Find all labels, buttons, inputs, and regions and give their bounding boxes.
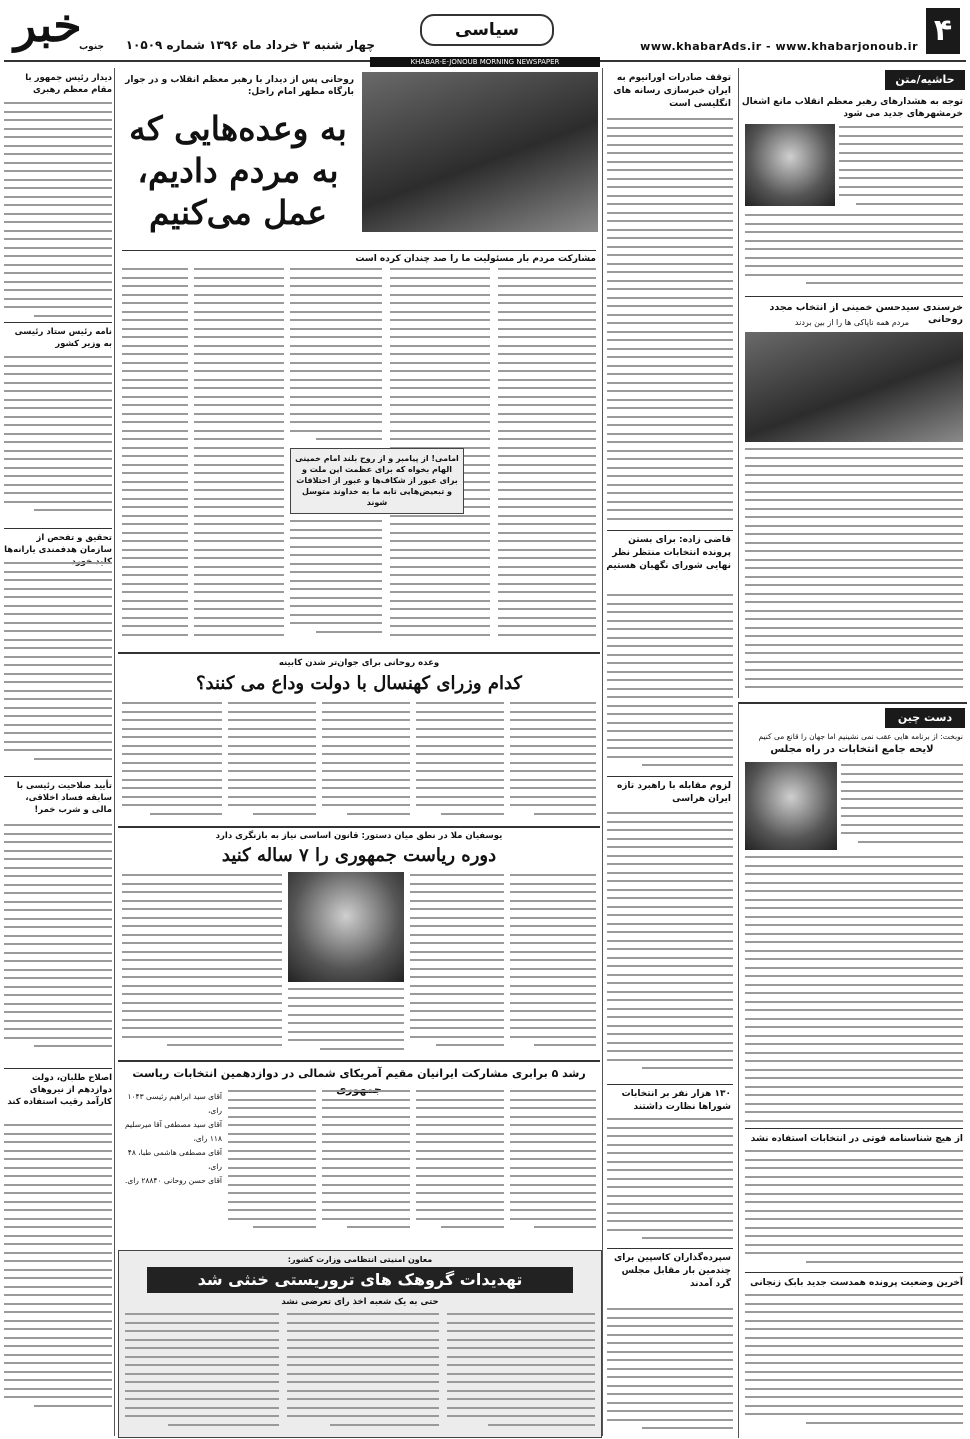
boston-headline: قاضی زاده: برای بستن پرونده انتخابات منتظر نظر نهایی شورای نگهبان هستیم: [606, 535, 731, 571]
news-column-2: [602, 68, 735, 1436]
threats-kicker: معاون امنیتی انتظامی وزارت کشور:: [287, 1255, 433, 1264]
boston-body: [607, 594, 733, 772]
tagline-bar: [370, 57, 600, 67]
main-story: [118, 68, 600, 648]
left-headline-4: تأیید صلاحیت رئیسی با سابقه فساد اخلاقی، مالی و شرب خمر!: [16, 781, 112, 815]
vote-count-headline: ۱۳۰ هزار نفر بر انتخابات شوراها نظارت داشتند: [621, 1089, 731, 1112]
dastchin-body-2: [745, 1150, 963, 1268]
dastchin-section: [738, 702, 967, 1438]
term-headline: دوره ریاست جمهوری را ۷ ساله کنید: [221, 845, 497, 866]
logo-text: خبر: [14, 0, 82, 52]
caspian-headline: سپرده‌گذاران کاسپین برای چندمین بار مقابل مجلس گرد آمدند: [613, 1253, 731, 1289]
threats-headline-bar: [147, 1267, 573, 1293]
threats-body-1: [447, 1313, 595, 1431]
cabinet-body-4: [228, 702, 316, 818]
website-url: www.khabarAds.ir - www.khabarjonoub.ir: [640, 40, 918, 53]
left-headline-3: تحقیق و تفحص از سازمان هدفمندی یارانه‌ها: [4, 533, 112, 555]
cabinet-body-1: [510, 702, 596, 818]
commander-photo: [745, 124, 835, 206]
main-body-col-1: [498, 268, 596, 638]
threats-subhead: حتی به یک شعبه اخذ رای تعرضی نشد: [281, 1297, 439, 1307]
main-story-kicker: روحانی پس از دیدار با رهبر معظم انقلاب و در جوار بارگاه مطهر امام راحل:: [125, 75, 354, 97]
threats-story: [118, 1250, 602, 1438]
rouhani-khomeini-photo: [745, 332, 963, 442]
cabinet-headline: کدام وزرای کهنسال با دولت وداع می کنند؟: [195, 673, 522, 694]
iranians-usa-headline: رشد ۵ برابری مشارکت ایرانیان مقیم آمریکای شمالی در دوازدهمین انتخابات ریاست: [132, 1067, 586, 1080]
cabinet-story: [118, 652, 600, 824]
term-body-2: [410, 874, 504, 1052]
dastchin-body-1b: [745, 856, 963, 1126]
main-body-col-4: [194, 268, 284, 638]
iranians-body-3: [322, 1090, 410, 1240]
main-body-col-5: [122, 268, 188, 638]
main-story-subhead: مشارکت مردم بار مسئولیت ما را صد چندان کرده است: [355, 254, 596, 264]
section-title: سیاسی: [420, 14, 554, 46]
main-body-col-3b: [290, 520, 382, 638]
left-body-2: [4, 356, 112, 524]
hashieh-headline-1: توجه به هشدارهای رهبر معظم انقلاب مانع اشغال خرمشهرهای جدید می شود: [741, 97, 963, 119]
left-body-1: [4, 102, 112, 318]
iran-harasi-body: [607, 812, 733, 1082]
result-mirsalim: آقای سید مصطفی آقا میرسلیم ۱۱۸ رای،: [125, 1120, 222, 1143]
vote-count-body: [607, 1118, 733, 1244]
dastchin-headline: لایحه جامع انتخابات در راه مجلس: [770, 744, 934, 755]
left-body-5: [4, 1124, 112, 1430]
hashieh-headline-2: خرسندی سیدحسن خمینی از انتخاب مجدد روحانی: [769, 302, 963, 325]
left-body-3: [4, 562, 112, 772]
issue-date: چهار شنبه ۳ خرداد ماه ۱۳۹۶ شماره ۱۰۵۰۹: [125, 38, 375, 52]
term-story: [118, 826, 600, 1058]
threats-body-3: [125, 1313, 279, 1431]
cabinet-body-3: [322, 702, 410, 818]
left-body-4: [4, 824, 112, 1064]
main-pullquote: امامی! از پیامبر و از روح بلند امام خمینی الهام بخواه که برای عظمت این ملت و برای عبور از شکاف‌ها و عبور از اختلافات و تبعیض‌هایی تابه ما به خداوند متوسل شوند: [295, 454, 459, 507]
yousefian-photo: [288, 872, 404, 982]
main-story-headline: به وعده‌هایی که به مردم دادیم، عمل می‌کنیم: [129, 109, 347, 232]
hashieh-body-2: [745, 448, 963, 694]
nobakht-photo: [745, 762, 837, 850]
dastchin-headline-3: آخرین وضعیت پرونده همدست جدید بابک زنجانی: [750, 1278, 963, 1288]
logo-sub: جنوب: [79, 42, 104, 52]
cabinet-body-5: [122, 702, 222, 818]
left-headline-5: اصلاح طلبان، دولت دوازدهم از نیروهای کارآمد رقیب استفاده کند: [7, 1073, 112, 1107]
uranium-body: [607, 118, 733, 526]
iranians-body-1: [510, 1090, 596, 1240]
rouhani-mausoleum-photo: [362, 72, 598, 232]
hashieh-subhead-2: مردم همه ناپاکی ها را از بین بردند: [794, 318, 910, 327]
main-body-col-3: [290, 268, 382, 444]
hashieh-body-1b: [745, 214, 963, 294]
hashieh-badge: حاشیه/متن: [885, 70, 965, 90]
caspian-body: [607, 1308, 733, 1432]
cabinet-body-2: [416, 702, 504, 818]
newspaper-logo: [6, 0, 106, 60]
term-kicker: یوسفیان ملا در نطق میان دستور: قانون اساسی نیاز به بازنگری دارد: [215, 831, 503, 841]
iranians-body-2: [416, 1090, 504, 1240]
term-body-1: [510, 874, 596, 1052]
cabinet-kicker: وعده روحانی برای جوان‌تر شدن کابینه: [278, 658, 440, 668]
uranium-headline: توقف صادرات اورانیوم به ایران خبرسازی رسانه های انگلیسی است: [613, 73, 731, 109]
page-number: ۴: [926, 8, 960, 54]
iranians-usa-story: [118, 1060, 600, 1248]
election-results-list: [122, 1090, 222, 1240]
term-body-4: [122, 874, 282, 1052]
dastchin-headline-2: از هیچ شناسنامه فوتی در انتخابات استفاده نشد: [750, 1134, 963, 1144]
result-hashemitaba: آقای مصطفی هاشمی طبا، ۴۸ رای،: [127, 1148, 222, 1171]
left-column: [2, 68, 115, 1436]
left-headline-2: نامه رئیس ستاد رئیسی به وزیر کشور: [14, 327, 112, 349]
threats-headline: تهدیدات گروهک های تروریستی خنثی شد: [197, 1270, 523, 1289]
result-rouhani: آقای حسن روحانی ۲۸۸۴۰ رای.: [124, 1176, 222, 1185]
main-pullquote-box: [290, 448, 464, 514]
iranians-body-4: [228, 1090, 316, 1240]
threats-body-2: [287, 1313, 439, 1431]
dastchin-body-1: [841, 764, 963, 854]
iran-harasi-headline: لزوم مقابله با راهبرد تازه ایران هراسی: [616, 781, 731, 804]
dastchin-body-3: [745, 1294, 963, 1434]
hashieh-section: [738, 68, 967, 698]
tagline: KHABAR-E-JONOUB MORNING NEWSPAPER: [410, 58, 560, 66]
hashieh-body-1: [839, 126, 963, 212]
term-body-3: [288, 988, 404, 1052]
masthead: [0, 0, 970, 66]
result-raisi: آقای سید ابراهیم رئیسی ۱۰۴۳ رای،: [127, 1092, 222, 1115]
dastchin-badge: دست چین: [885, 708, 965, 728]
left-headline-1: دیدار رئیس جمهور با مقام معظم رهبری: [25, 73, 112, 95]
dastchin-subline: نوبخت: از برنامه هایی عقب نمی نشینیم اما جهان را قانع می کنیم: [758, 732, 963, 741]
